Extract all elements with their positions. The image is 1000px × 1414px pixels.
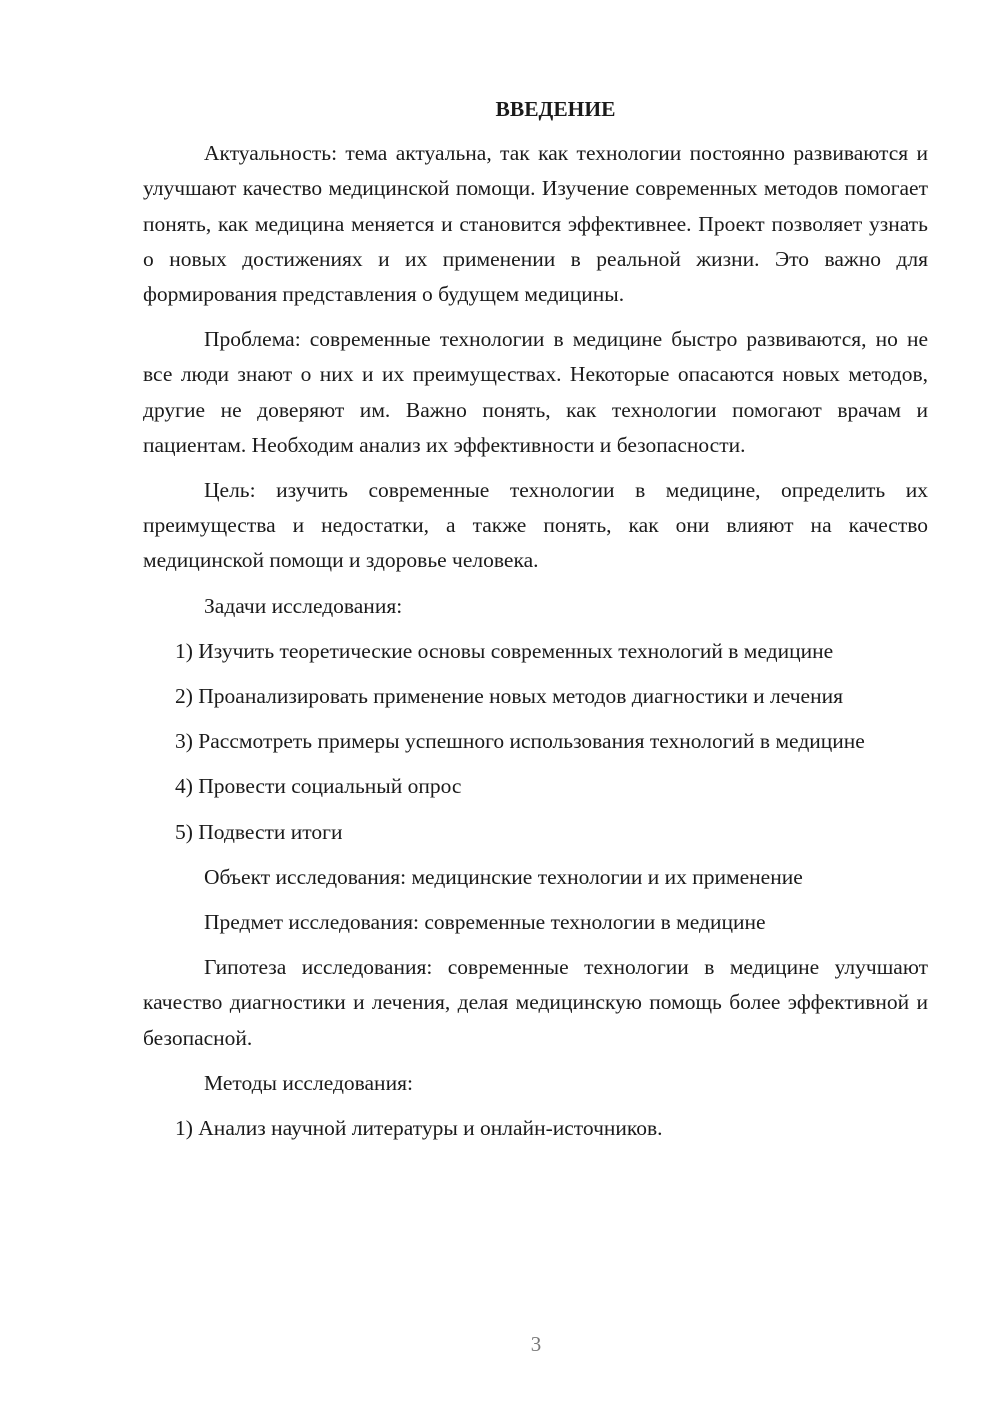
method-item-1: 1) Анализ научной литературы и онлайн-источников.: [175, 1116, 663, 1141]
task-item-3: 3) Рассмотреть примеры успешного использования технологий в медицине: [175, 729, 865, 754]
task-item-5: 5) Подвести итоги: [175, 819, 343, 844]
page-number: 3: [530, 1332, 542, 1356]
hypothesis-paragraph: Гипотеза исследования: современные технологии в медицине улучшают качество диагностики и лечения, делая медицинскую помощь более эффективной и безопасной.: [143, 955, 928, 1050]
methods-heading: Методы исследования:: [204, 1070, 413, 1095]
goal-paragraph: Цель: изучить современные технологии в медицине, определить их преимущества и недостатки, а также понять, как они влияют на качество медицинской помощи и здоровье человека.: [143, 478, 928, 573]
relevance-paragraph: Актуальность: тема актуальна, так как технологии постоянно развиваются и улучшают качество медицинской помощи. Изучение современных методов помогает понять, как медицина меняется и становится эффективнее. Проект позволяет узнать о новых достижениях и их применении в реальной жизни. Это важно для формирования представления о будущем медицины.: [143, 141, 928, 307]
tasks-heading: Задачи исследования:: [204, 593, 403, 618]
task-item-4: 4) Провести социальный опрос: [175, 774, 462, 799]
problem-paragraph: Проблема: современные технологии в медицине быстро развиваются, но не все люди знают о них и их преимуществах. Некоторые опасаются новых методов, другие не доверяют им. Важно понять, как технологии помогают врачам и пациентам. Необходим анализ их эффективности и безопасности.: [143, 327, 928, 457]
research-object: Объект исследования: медицинские технологии и их применение: [204, 864, 803, 889]
task-item-1: 1) Изучить теоретические основы современных технологий в медицине: [175, 638, 834, 663]
task-item-2: 2) Проанализировать применение новых методов диагностики и лечения: [175, 684, 843, 709]
page-title: ВВЕДЕНИЕ: [495, 97, 616, 121]
document-page: [143, 92, 928, 1156]
research-subject: Предмет исследования: современные технологии в медицине: [204, 910, 766, 935]
